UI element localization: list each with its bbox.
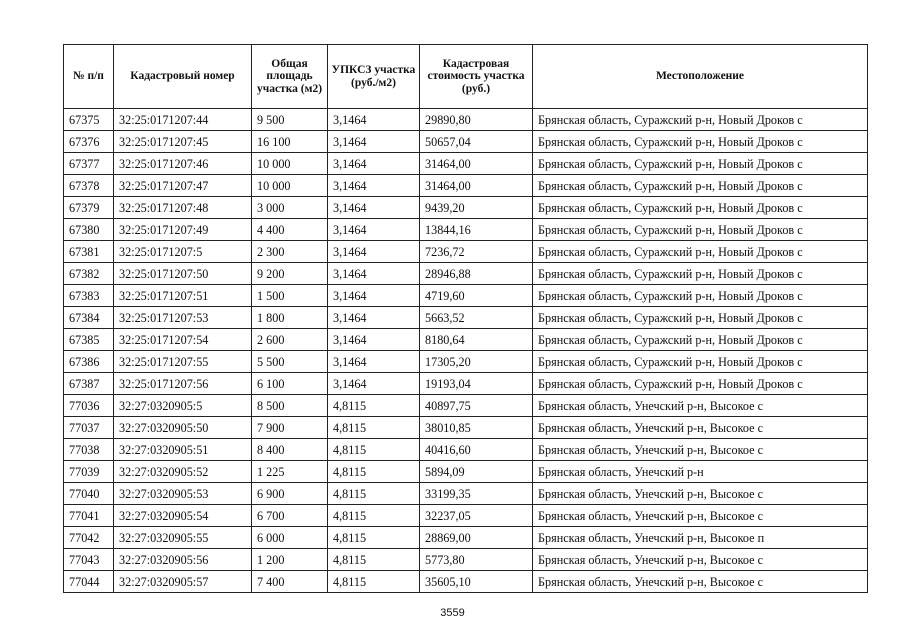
cell-area: 7 900 xyxy=(252,417,328,439)
cell-number: 67382 xyxy=(64,263,114,285)
col-header-number: № п/п xyxy=(64,45,114,109)
cell-number: 67377 xyxy=(64,153,114,175)
cell-location: Брянская область, Суражский р-н, Новый Дроков с xyxy=(533,153,868,175)
cell-cadastral-number: 32:25:0171207:45 xyxy=(114,131,252,153)
cell-cadastral-value: 9439,20 xyxy=(420,197,533,219)
cell-cadastral-number: 32:27:0320905:50 xyxy=(114,417,252,439)
cell-number: 67375 xyxy=(64,109,114,131)
cell-cadastral-value: 40416,60 xyxy=(420,439,533,461)
cell-location: Брянская область, Суражский р-н, Новый Дроков с xyxy=(533,219,868,241)
cell-number: 77039 xyxy=(64,461,114,483)
cell-location: Брянская область, Унечский р-н, Высокое с xyxy=(533,439,868,461)
col-header-location: Местоположение xyxy=(533,45,868,109)
cell-area: 1 500 xyxy=(252,285,328,307)
cell-cadastral-value: 8180,64 xyxy=(420,329,533,351)
cell-upksz: 4,8115 xyxy=(328,439,420,461)
cell-cadastral-value: 13844,16 xyxy=(420,219,533,241)
cell-number: 77041 xyxy=(64,505,114,527)
cell-number: 67379 xyxy=(64,197,114,219)
cell-area: 2 600 xyxy=(252,329,328,351)
table-row xyxy=(64,131,868,153)
cell-cadastral-value: 4719,60 xyxy=(420,285,533,307)
cell-area: 6 000 xyxy=(252,527,328,549)
cell-cadastral-value: 28869,00 xyxy=(420,527,533,549)
cell-upksz: 3,1464 xyxy=(328,241,420,263)
cell-number: 67386 xyxy=(64,351,114,373)
cell-area: 5 500 xyxy=(252,351,328,373)
cell-cadastral-value: 5894,09 xyxy=(420,461,533,483)
table-row xyxy=(64,417,868,439)
table-row xyxy=(64,307,868,329)
cell-cadastral-number: 32:27:0320905:57 xyxy=(114,571,252,593)
cell-number: 77036 xyxy=(64,395,114,417)
cell-location: Брянская область, Унечский р-н, Высокое с xyxy=(533,483,868,505)
table-row xyxy=(64,571,868,593)
cell-upksz: 4,8115 xyxy=(328,417,420,439)
table-header xyxy=(64,45,868,109)
cell-number: 77038 xyxy=(64,439,114,461)
cell-upksz: 3,1464 xyxy=(328,175,420,197)
cell-upksz: 4,8115 xyxy=(328,571,420,593)
cell-area: 3 000 xyxy=(252,197,328,219)
table-row xyxy=(64,527,868,549)
cell-upksz: 3,1464 xyxy=(328,197,420,219)
cell-area: 6 100 xyxy=(252,373,328,395)
cell-cadastral-number: 32:27:0320905:55 xyxy=(114,527,252,549)
table-row xyxy=(64,285,868,307)
cell-area: 8 500 xyxy=(252,395,328,417)
cell-area: 6 900 xyxy=(252,483,328,505)
table-row xyxy=(64,351,868,373)
cell-number: 67376 xyxy=(64,131,114,153)
header-row xyxy=(64,45,868,109)
cell-area: 10 000 xyxy=(252,153,328,175)
cell-number: 67381 xyxy=(64,241,114,263)
cell-location: Брянская область, Унечский р-н, Высокое с xyxy=(533,571,868,593)
page-number: 3559 xyxy=(440,607,465,619)
cell-cadastral-value: 5663,52 xyxy=(420,307,533,329)
cell-number: 77042 xyxy=(64,527,114,549)
table-row xyxy=(64,241,868,263)
cell-upksz: 4,8115 xyxy=(328,549,420,571)
cell-cadastral-number: 32:27:0320905:53 xyxy=(114,483,252,505)
cell-cadastral-number: 32:27:0320905:5 xyxy=(114,395,252,417)
cell-location: Брянская область, Суражский р-н, Новый Дроков с xyxy=(533,285,868,307)
cell-upksz: 3,1464 xyxy=(328,219,420,241)
cell-upksz: 3,1464 xyxy=(328,373,420,395)
table-row xyxy=(64,395,868,417)
cell-area: 2 300 xyxy=(252,241,328,263)
cell-number: 77040 xyxy=(64,483,114,505)
cell-number: 67383 xyxy=(64,285,114,307)
cell-location: Брянская область, Суражский р-н, Новый Дроков с xyxy=(533,241,868,263)
cell-location: Брянская область, Унечский р-н, Высокое с xyxy=(533,549,868,571)
cell-number: 67378 xyxy=(64,175,114,197)
cell-area: 9 200 xyxy=(252,263,328,285)
cell-location: Брянская область, Унечский р-н, Высокое с xyxy=(533,395,868,417)
cell-cadastral-number: 32:27:0320905:51 xyxy=(114,439,252,461)
cell-cadastral-number: 32:25:0171207:48 xyxy=(114,197,252,219)
table-row xyxy=(64,483,868,505)
table-row xyxy=(64,175,868,197)
table-row xyxy=(64,153,868,175)
cell-number: 77037 xyxy=(64,417,114,439)
cell-cadastral-value: 28946,88 xyxy=(420,263,533,285)
cell-cadastral-value: 19193,04 xyxy=(420,373,533,395)
cell-upksz: 4,8115 xyxy=(328,461,420,483)
cell-area: 7 400 xyxy=(252,571,328,593)
cell-cadastral-number: 32:25:0171207:54 xyxy=(114,329,252,351)
cell-location: Брянская область, Суражский р-н, Новый Дроков с xyxy=(533,175,868,197)
cell-upksz: 3,1464 xyxy=(328,263,420,285)
cell-upksz: 3,1464 xyxy=(328,153,420,175)
table-row xyxy=(64,439,868,461)
cell-area: 9 500 xyxy=(252,109,328,131)
cell-cadastral-number: 32:25:0171207:5 xyxy=(114,241,252,263)
cell-cadastral-value: 50657,04 xyxy=(420,131,533,153)
cell-cadastral-value: 32237,05 xyxy=(420,505,533,527)
cell-location: Брянская область, Суражский р-н, Новый Дроков с xyxy=(533,263,868,285)
cell-cadastral-number: 32:25:0171207:44 xyxy=(114,109,252,131)
table-row xyxy=(64,329,868,351)
cell-area: 1 225 xyxy=(252,461,328,483)
cell-location: Брянская область, Унечский р-н xyxy=(533,461,868,483)
cell-location: Брянская область, Суражский р-н, Новый Дроков с xyxy=(533,351,868,373)
cell-cadastral-value: 40897,75 xyxy=(420,395,533,417)
cell-area: 6 700 xyxy=(252,505,328,527)
cell-cadastral-value: 5773,80 xyxy=(420,549,533,571)
table-row xyxy=(64,197,868,219)
table-row xyxy=(64,263,868,285)
cell-upksz: 3,1464 xyxy=(328,329,420,351)
cell-cadastral-number: 32:25:0171207:53 xyxy=(114,307,252,329)
cell-cadastral-value: 17305,20 xyxy=(420,351,533,373)
cell-area: 4 400 xyxy=(252,219,328,241)
cell-cadastral-value: 38010,85 xyxy=(420,417,533,439)
cell-cadastral-value: 31464,00 xyxy=(420,175,533,197)
cell-upksz: 3,1464 xyxy=(328,109,420,131)
cell-cadastral-value: 29890,80 xyxy=(420,109,533,131)
cell-number: 67380 xyxy=(64,219,114,241)
cell-location: Брянская область, Унечский р-н, Высокое п xyxy=(533,527,868,549)
cell-cadastral-value: 33199,35 xyxy=(420,483,533,505)
cell-cadastral-number: 32:27:0320905:54 xyxy=(114,505,252,527)
cell-upksz: 4,8115 xyxy=(328,483,420,505)
cadastral-table xyxy=(63,44,868,593)
cell-location: Брянская область, Унечский р-н, Высокое с xyxy=(533,505,868,527)
cell-number: 67387 xyxy=(64,373,114,395)
cell-area: 8 400 xyxy=(252,439,328,461)
table-row xyxy=(64,549,868,571)
col-header-cadastral-value: Кадастровая стоимость участка (руб.) xyxy=(420,45,533,109)
table-row xyxy=(64,461,868,483)
cell-location: Брянская область, Суражский р-н, Новый Дроков с xyxy=(533,373,868,395)
cell-cadastral-number: 32:25:0171207:51 xyxy=(114,285,252,307)
cell-number: 77043 xyxy=(64,549,114,571)
cell-location: Брянская область, Унечский р-н, Высокое с xyxy=(533,417,868,439)
cell-cadastral-value: 35605,10 xyxy=(420,571,533,593)
table-row xyxy=(64,109,868,131)
cell-cadastral-number: 32:25:0171207:55 xyxy=(114,351,252,373)
cell-area: 1 800 xyxy=(252,307,328,329)
table-body xyxy=(64,109,868,593)
cell-location: Брянская область, Суражский р-н, Новый Дроков с xyxy=(533,329,868,351)
cell-cadastral-value: 7236,72 xyxy=(420,241,533,263)
table-row xyxy=(64,373,868,395)
cell-location: Брянская область, Суражский р-н, Новый Дроков с xyxy=(533,109,868,131)
cell-area: 10 000 xyxy=(252,175,328,197)
col-header-cadastral-number: Кадастровый номер xyxy=(114,45,252,109)
cell-cadastral-number: 32:27:0320905:52 xyxy=(114,461,252,483)
cell-cadastral-number: 32:27:0320905:56 xyxy=(114,549,252,571)
cell-cadastral-number: 32:25:0171207:46 xyxy=(114,153,252,175)
cell-cadastral-value: 31464,00 xyxy=(420,153,533,175)
cell-number: 77044 xyxy=(64,571,114,593)
cell-location: Брянская область, Суражский р-н, Новый Дроков с xyxy=(533,131,868,153)
cell-upksz: 4,8115 xyxy=(328,395,420,417)
cell-number: 67384 xyxy=(64,307,114,329)
cell-upksz: 3,1464 xyxy=(328,351,420,373)
col-header-upksz: УПКСЗ участка (руб./м2) xyxy=(328,45,420,109)
cell-cadastral-number: 32:25:0171207:49 xyxy=(114,219,252,241)
cell-cadastral-number: 32:25:0171207:56 xyxy=(114,373,252,395)
cell-number: 67385 xyxy=(64,329,114,351)
cell-cadastral-number: 32:25:0171207:50 xyxy=(114,263,252,285)
cell-upksz: 3,1464 xyxy=(328,307,420,329)
cell-area: 1 200 xyxy=(252,549,328,571)
cell-location: Брянская область, Суражский р-н, Новый Дроков с xyxy=(533,307,868,329)
cell-upksz: 3,1464 xyxy=(328,131,420,153)
table-row xyxy=(64,505,868,527)
cell-upksz: 4,8115 xyxy=(328,527,420,549)
cell-upksz: 3,1464 xyxy=(328,285,420,307)
table-row xyxy=(64,219,868,241)
cell-location: Брянская область, Суражский р-н, Новый Дроков с xyxy=(533,197,868,219)
cell-cadastral-number: 32:25:0171207:47 xyxy=(114,175,252,197)
cell-area: 16 100 xyxy=(252,131,328,153)
cell-upksz: 4,8115 xyxy=(328,505,420,527)
col-header-area: Общая площадь участка (м2) xyxy=(252,45,328,109)
